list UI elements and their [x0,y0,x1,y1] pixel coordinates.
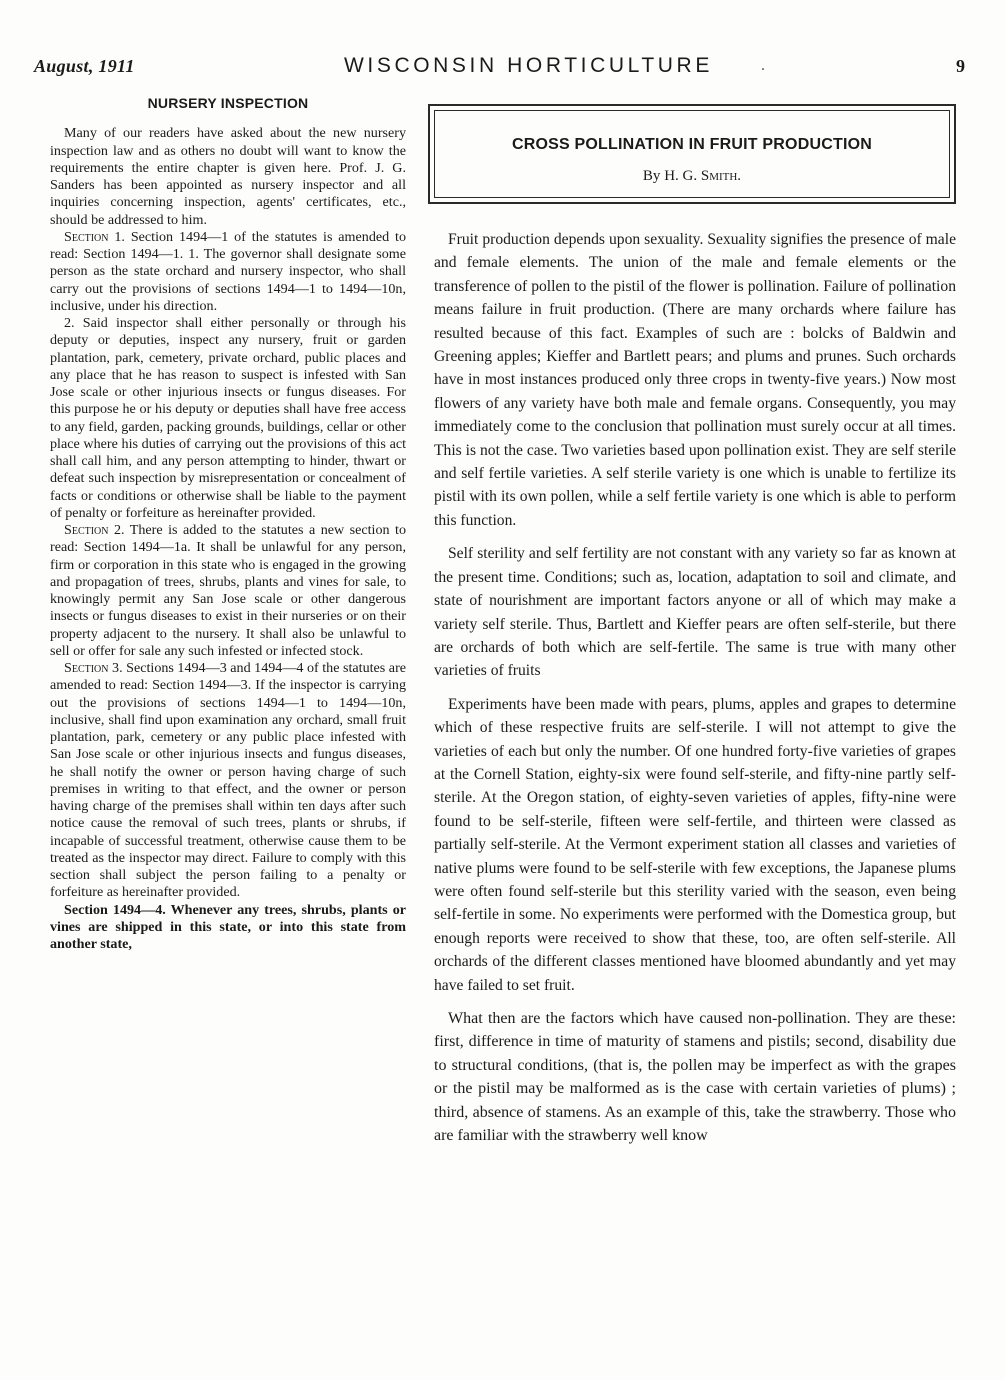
section-1-clause-2: 2. Said inspector shall either personally or through his deputy or deputies, inspect any nursery, fruit or garden plantation, park, cemetery, private orchard, public places and any place that he has reason to suspect is infested with San Jose scale or other injurious insects or fungus diseases. For this purpose he or his deputy or deputies shall have free access to any field, garden, packing grounds, buildings, cellar or other place where his duties of carrying out the provisions of this act shall call him, and any person attempting to hinder, thwart or defeat such inspection by misrepresentation or concealment of facts or conditions or otherwise shall be liable to the payment of penalty or forfeiture as hereinafter provided. [50,315,406,521]
author-name: H. G. Smith. [664,168,742,184]
section-1-label: Section 1. [64,228,125,245]
paragraph-self-sterility: Self sterility and self fertility are not constant with any variety so far as known at the present time. Conditions; such as, location, adaptation to soil and climate, and state of nourishment are important factors anyone or all of which may make a variety self sterile. Thus, Bartlett and Kieffer pears are often self-sterile, but there are orchards of both which are self-fertile. The same is true with many other varieties of fruits [434,545,956,680]
section-3-paragraph [50,660,406,902]
nursery-inspection-article [50,95,406,953]
section-3-text: Sections 1494—3 and 1494—4 of the statutes are amended to read: Section 1494—3. If the inspector is carrying out the provisions of sections 1494—1 to 1494—10n, inclusive, shall find upon examination any orchard, small fruit plantation, park, cemetery or any public place infested with San Jose scale or other injurious insects and fungus diseases, he shall notify the owner or person having charge of such premises in writing to that effect, and the owner or person having charge of the premises shall within ten days after such notice cause the removal of such trees, plants or shrubs, if incapable of successful treatment, otherwise cause them to be treated as the inspector may direct. Failure to comply with this section shall subject the person failing to a penalty or forfeiture as hereinafter provided. [50,660,407,901]
running-head [34,56,965,86]
byline-prefix: By [642,168,665,184]
section-3-label: Section 3. [64,660,123,676]
byline [430,168,954,185]
article-title: CROSS POLLINATION IN FRUIT PRODUCTION [512,136,872,153]
title-box [428,104,956,204]
paragraph-experiments: Experiments have been made with pears, plums, apples and grapes to determine which of these respective fruits are self-sterile. I will not attempt to give the varieties of each but only the number. Of one hundred forty-five varieties of grapes at the Cornell Station, eighty-six were found self-sterile, and fifty-nine partly self-sterile. At the Oregon station, of eighty-seven varieties of apples, fifty-nine were found to be self-sterile, fifteen were self-fertile, and thirteen were classed as partially self-sterile. At the Vermont experiment station all classes and varieties of native plums were found to be self-sterile with few exceptions, the Japanese plums were often found self-sterile but this sterility varied with the season, even being self-fertile in some. No experiments were performed with the Domestica group, but enough reports were received to show that these, too, are often self-sterile. All orchards of the different classes mentioned have bloomed abundantly and yet may have failed to set fruit. [434,695,956,994]
issue-date: August, 1911 [34,56,135,76]
journal-title: WISCONSIN HORTICULTURE [344,54,713,77]
section-1494-4-paragraph: Section 1494—4. Whenever any trees, shrubs, plants or vines are shipped in this state, or into this state from another state, [50,901,406,952]
article-heading: NURSERY INSPECTION [147,95,309,111]
section-1-text: Section 1494—1 of the statutes is amended to read: Section 1494—1. 1. The governor shall designate some person as the state orchard and nursery inspector, who shall carry out the provisions of sections 1494—1 to 1494—10n, inclusive, under his direction. [50,228,407,314]
header-separator: . [761,57,765,74]
article-body [428,228,956,1147]
cross-pollination-article [428,104,956,1157]
section-2-paragraph [50,522,406,660]
paragraph-factors: What then are the factors which have caused non-pollination. They are these: first, difference in time of maturity of stamens and pistils; second, disability due to structural conditions, (that is, the pollen may be imperfect as with the grapes or the pistil may be malformed as is the case with certain varieties of plums) ; third, absence of stamens. As an example of this, take the strawberry. Those who are familiar with the strawberry well know [434,1010,956,1145]
intro-paragraph: Many of our readers have asked about the new nursery inspection law and as others no doubt will want to know the requirements the entire chapter is given here. Prof. J. G. Sanders has been appointed as nursery inspector and all inquiries concerning inspection, agents' certificates, etc., should be addressed to him. [50,125,406,228]
section-2-text: There is added to the statutes a new section to read: Section 1494—1a. It shall be unlawful for any person, firm or corporation in this state who is engaged in the growing and propagation of trees, shrubs, plants and vines for sale, to knowingly permit any San Jose scale or other dangerous insects or fungus diseases to exist in their nurseries or on their property adjacent to the nursery. It shall also be unlawful to sell or offer for sale any such infested or infected stock. [50,522,407,659]
section-1-paragraph [50,229,406,315]
paragraph-sexuality: Fruit production depends upon sexuality. Sexuality signifies the presence of male and female elements. The union of the male and female elements or the transference of pollen to the pistil of the flower is pollination. Failure of pollination means failure in fruit production. (There are many orchards where failure has resulted because of this fact. Examples of such are : bolcks of Baldwin and Greening apples; Kieffer and Bartlett pears; and plums and prunes. Such orchards have in most instances produced only three crops in twenty-five years.) Now most flowers of any variety have both male and female organs. Consequently, you may immediately come to the conclusion that pollination must surely occur at all times. This is not the case. Two varieties based upon pollination exist. They are self sterile and self fertile varieties. A self sterile variety is one which is unable to fertilize its pistil with its own pollen, while a self fertile variety is one which is able to perform this function. [434,231,956,529]
page-number: 9 [956,56,965,76]
section-2-label: Section 2. [64,522,125,538]
